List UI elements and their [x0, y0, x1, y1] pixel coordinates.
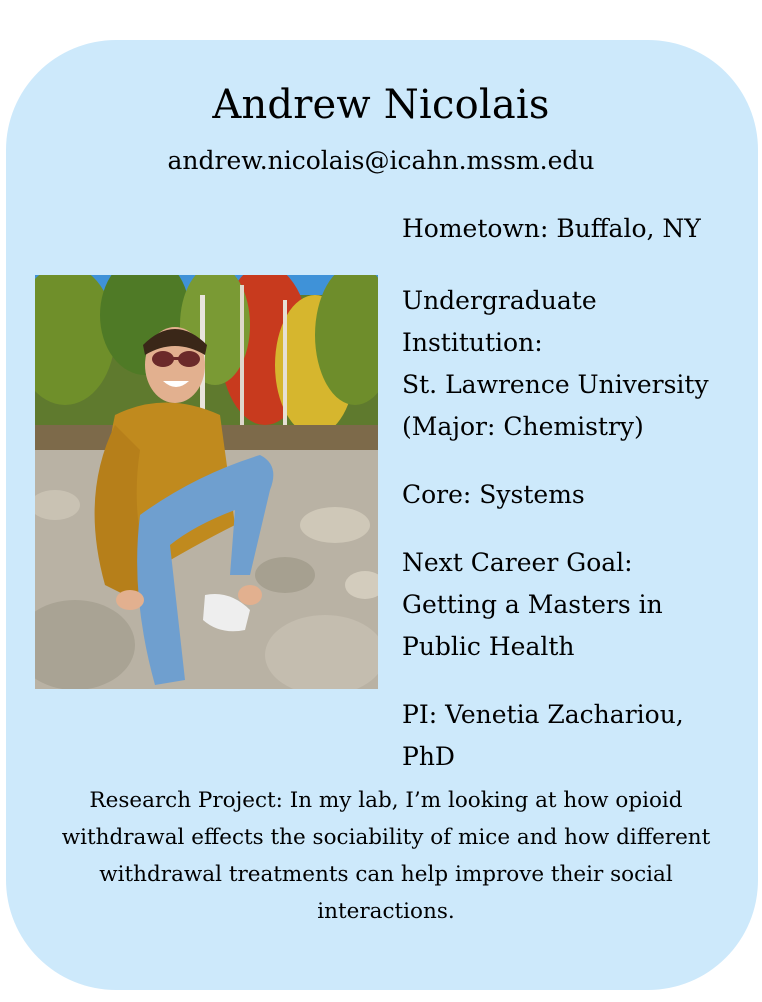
undergraduate-institution [402, 280, 732, 448]
undergrad-label-2: Institution: [402, 328, 543, 357]
undergrad-major: (Major: Chemistry) [402, 412, 644, 441]
undergrad-school: St. Lawrence University [402, 370, 709, 399]
research-project: Research Project: In my lab, I’m looking at how opioid withdrawal effects the sociability of mice and how different withdrawal treatments can help improve their social interactions. [61, 788, 711, 924]
career-line-2: Public Health [402, 632, 575, 661]
career-label: Next Career Goal: [402, 548, 633, 577]
core: Core: Systems [402, 480, 585, 509]
profile-info [402, 208, 732, 804]
hometown: Hometown: Buffalo, NY [402, 214, 701, 243]
undergrad-label-1: Undergraduate [402, 286, 597, 315]
pi-line-1: PI: Venetia Zachariou, [402, 700, 684, 729]
next-career-goal [402, 542, 732, 668]
profile-name: Andrew Nicolais [212, 82, 550, 128]
career-line-1: Getting a Masters in [402, 590, 663, 619]
profile-photo [35, 275, 378, 689]
profile-email[interactable]: andrew.nicolais@icahn.mssm.edu [167, 146, 595, 175]
pi-line-2: PhD [402, 742, 455, 771]
person-photo-icon [35, 275, 378, 689]
principal-investigator [402, 694, 732, 778]
